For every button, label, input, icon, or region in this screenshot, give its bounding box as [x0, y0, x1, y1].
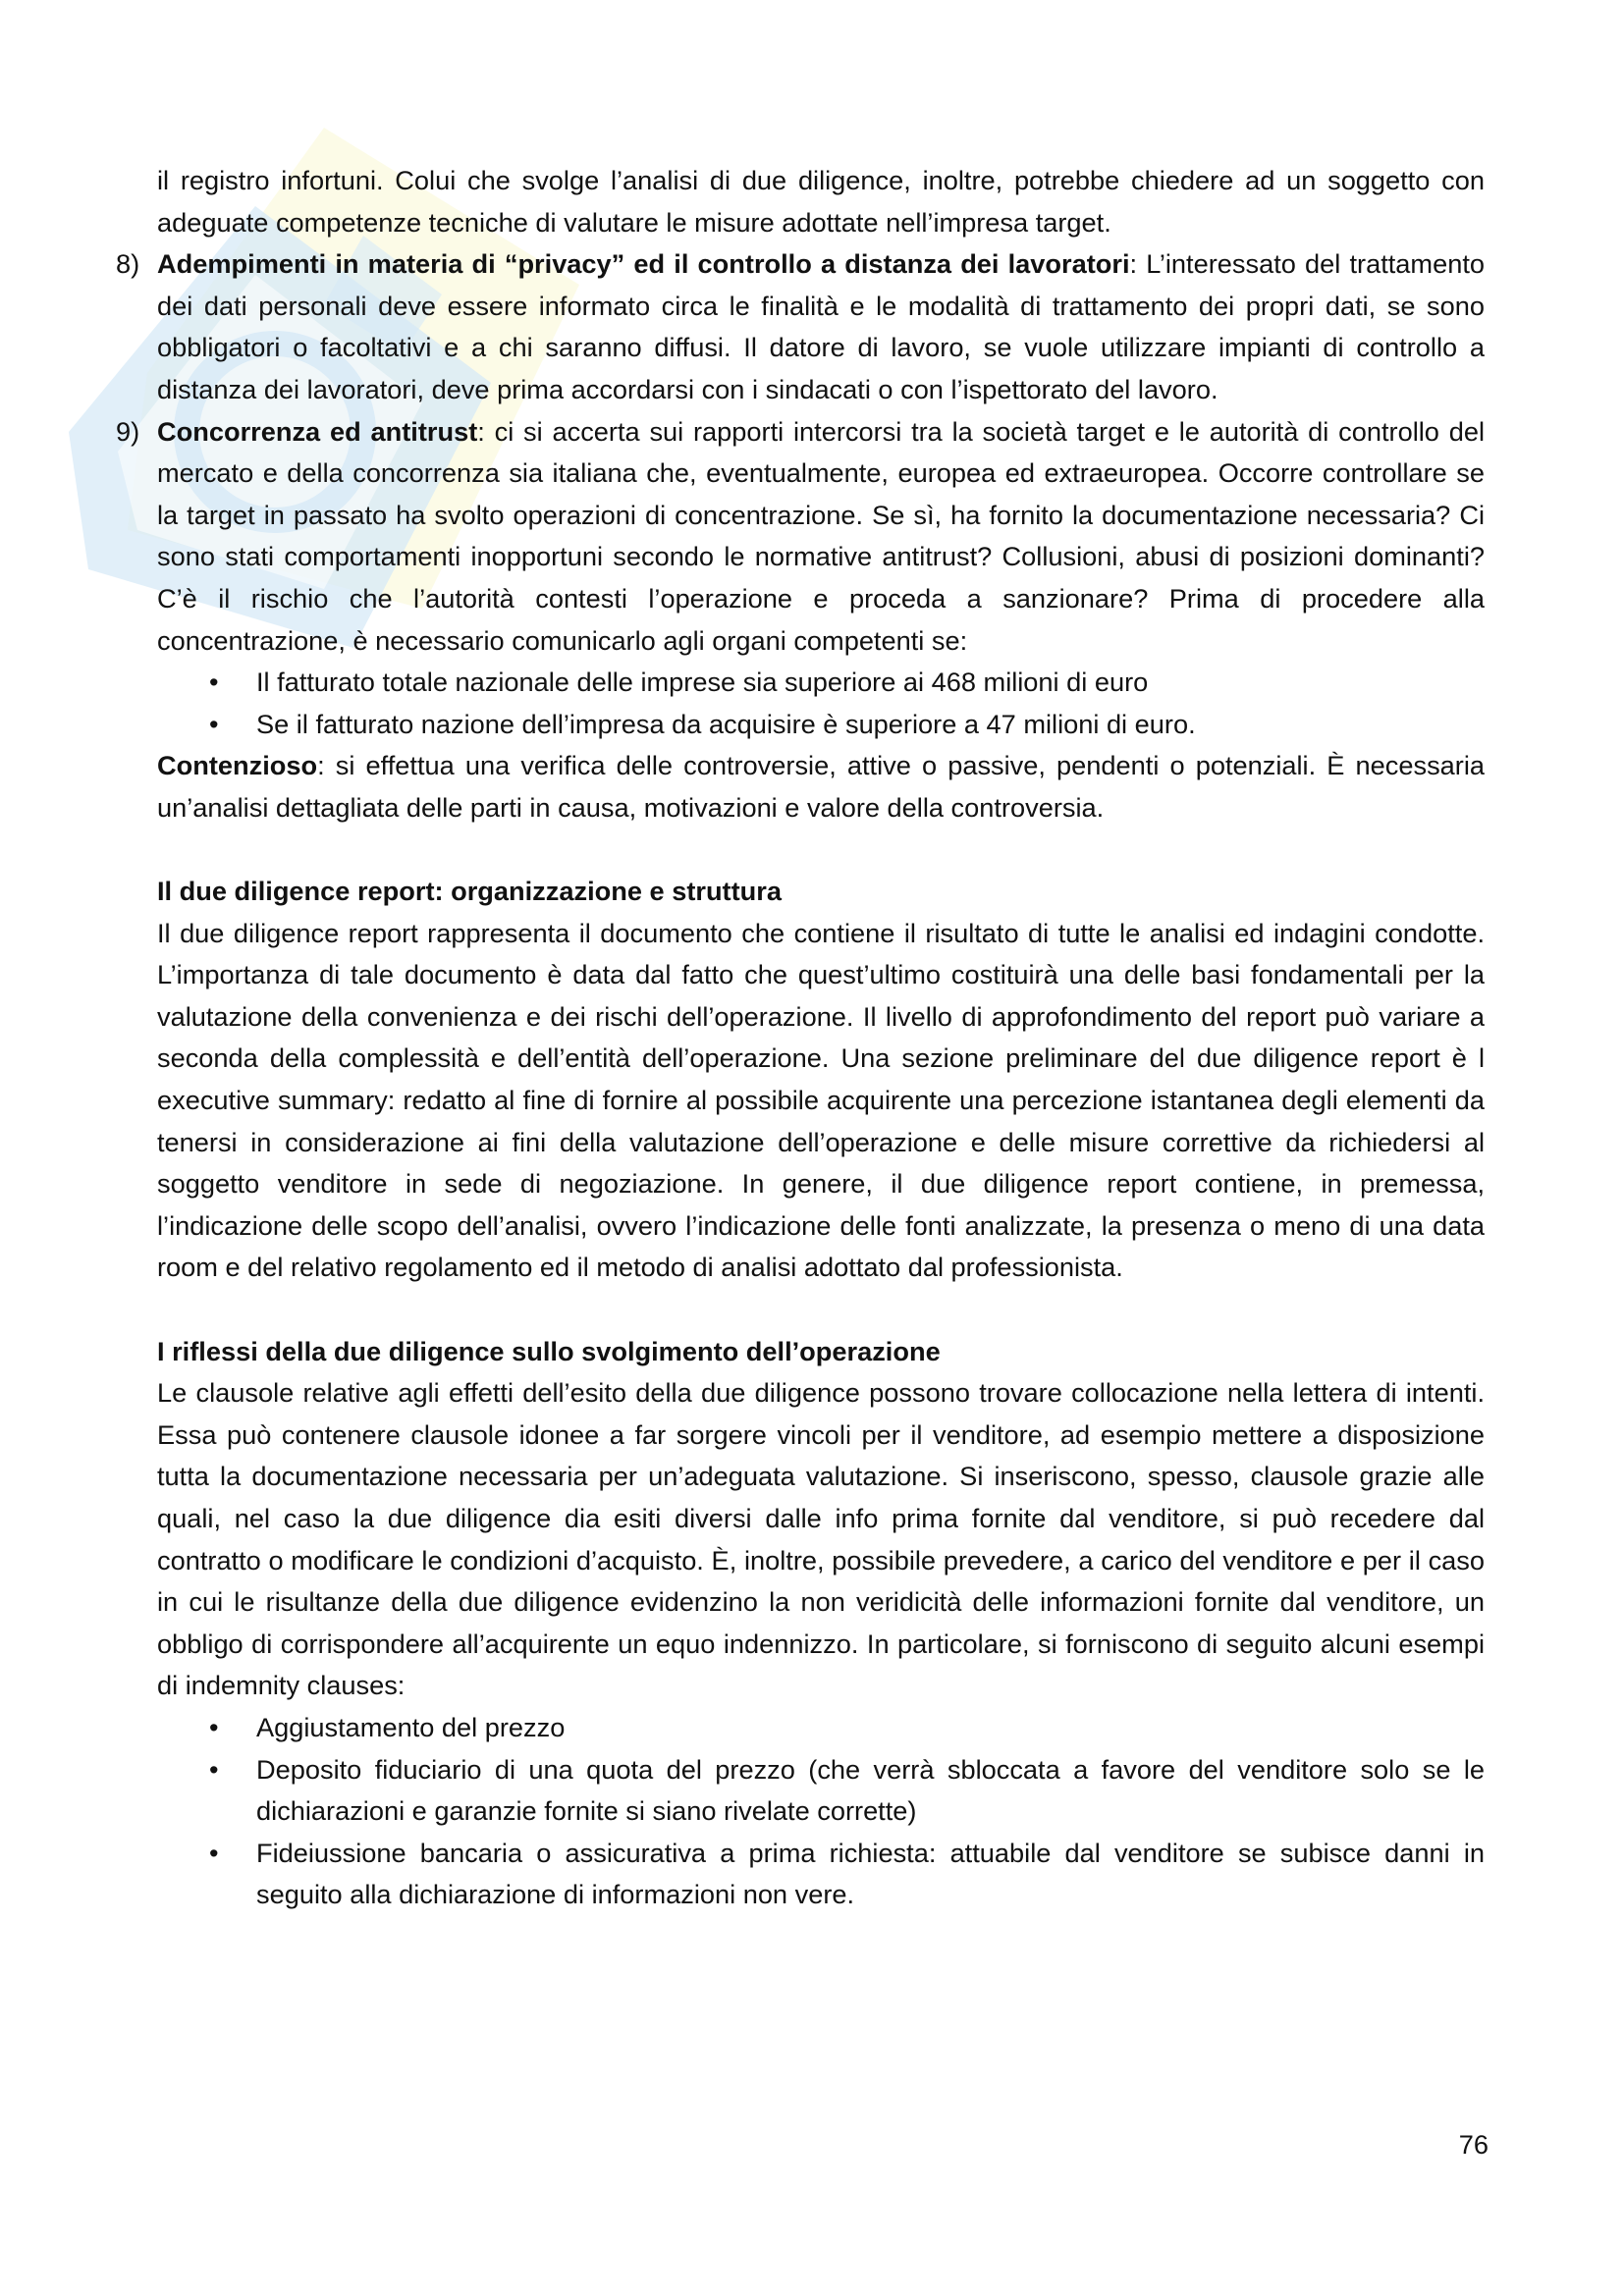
document-body [116, 160, 1485, 1916]
bullet-text: Aggiustamento del prezzo [256, 1711, 566, 1742]
bullet-icon: • [209, 708, 219, 739]
contenzioso-paragraph [157, 745, 1485, 828]
bullet-icon: • [209, 1711, 219, 1742]
indemnity-bullet-list [157, 1707, 1485, 1916]
list-item-title: Concorrenza ed antitrust [157, 415, 478, 447]
antitrust-bullet-list [157, 662, 1485, 745]
list-item-privacy [116, 243, 1485, 410]
list-item-number: 9) [116, 415, 140, 447]
section-heading-riflessi: I riflessi della due diligence sullo svolgimento dell’operazione [157, 1335, 941, 1366]
contenzioso-title: Contenzioso [157, 750, 318, 781]
bullet-item [157, 1749, 1485, 1833]
list-item-antitrust [116, 411, 1485, 663]
section-body-report: Il due diligence report rappresenta il documento che contiene il risultato di tutte le analisi ed indagini condotte. L’importanza di tale documento è data dal fatto che quest’ultimo costituirà una delle basi fondamentali per la valutazione della convenienza e dei rischi dell’operazione. Il livello di approfondimento del report può variare a seconda della complessità e dell’entità dell’operazione. Una sezione preliminare del due diligence report è l executive summary: redatto al fine di fornire al possibile acquirente una percezione istantanea degli elementi da tenersi in considerazione ai fini della valutazione dell’operazione e delle misure correttive da richiedersi al soggetto venditore in sede di negoziazione. In genere, il due diligence report contiene, in premessa, l’indicazione delle scopo dell’analisi, ovvero l’indicazione delle fonti analizzate, la presenza o meno di una data room e del relativo regolamento ed il metodo di analisi adottato dal professionista. [157, 917, 1485, 1283]
bullet-item [157, 704, 1485, 746]
list-item-title: Adempimenti in materia di “privacy” ed il controllo a distanza dei lavoratori [157, 248, 1130, 280]
bullet-icon: • [209, 667, 219, 698]
bullet-icon: • [209, 1837, 219, 1868]
bullet-item [157, 1833, 1485, 1916]
section-heading-report: Il due diligence report: organizzazione e struttura [157, 876, 782, 907]
list-item-text: : L’interessato del trattamento dei dati personali deve essere informato circa le finalità e le modalità di trattamento dei propri dati, se sono obbligatori o facoltativi e a chi saranno diffusi. Il datore di lavoro, se vuole utilizzare impianti di controllo a distanza dei lavoratori, deve prima accordarsi con i sindacati o con l’ispettorato del lavoro. [157, 248, 1485, 404]
list-item-text: : ci si accerta sui rapporti intercorsi tra la società target e le autorità di controllo del mercato e della concorrenza sia italiana che, eventualmente, europea ed extraeuropea. Occorre controllare se la target in passato ha svolto operazioni di concentrazione. Se sì, ha fornito la documentazione necessaria? Ci sono stati comportamenti inopportuni secondo le normative antitrust? Collusioni, abusi di posizioni dominanti? C’è il rischio che l’autorità contesti l’operazione e proceda a sanzionare? Prima di procedere alla concentrazione, è necessario comunicarlo agli organi competenti se: [157, 415, 1485, 656]
contenzioso-text: : si effettua una verifica delle controversie, attive o passive, pendenti o potenziali. È necessaria un’analisi dettagliata delle parti in causa, motivazioni e valore della controversia. [157, 750, 1485, 823]
bullet-icon: • [209, 1753, 219, 1785]
bullet-text: Fideiussione bancaria o assicurativa a prima richiesta: attuabile dal venditore se subisce danni in seguito alla dichiarazione di informazioni non vere. [256, 1837, 1485, 1910]
bullet-item [157, 662, 1485, 704]
section-body-riflessi: Le clausole relative agli effetti dell’esito della due diligence possono trovare collocazione nella lettera di intenti. Essa può contenere clausole idonee a far sorgere vincoli per il venditore, ad esempio mettere a disposizione tutta la documentazione necessaria per un’adeguata valutazione. Si inseriscono, spesso, clausole grazie alle quali, nel caso la due diligence dia esiti diversi dalle info prima fornite dal venditore, si può recedere dal contratto o modificare le condizioni d’acquisto. È, inoltre, possibile prevedere, a carico del venditore e per il caso in cui le risultanze della due diligence evidenzino la non veridicità delle informazioni fornite dal venditore, un obbligo di corrispondere all’acquirente un equo indennizzo. In particolare, si forniscono di seguito alcuni esempi di indemnity clauses: [157, 1377, 1485, 1701]
intro-paragraph: il registro infortuni. Colui che svolge l’analisi di due diligence, inoltre, potrebbe chiedere ad un soggetto con adeguate competenze tecniche di valutare le misure adottate nell’impresa target. [157, 165, 1485, 238]
list-item-number: 8) [116, 248, 140, 280]
page-number: 76 [1458, 2129, 1489, 2160]
bullet-text: Se il fatturato nazione dell’impresa da acquisire è superiore a 47 milioni di euro. [256, 708, 1196, 739]
bullet-text: Il fatturato totale nazionale delle imprese sia superiore ai 468 milioni di euro [256, 667, 1149, 698]
bullet-item [157, 1707, 1485, 1749]
bullet-text: Deposito fiduciario di una quota del prezzo (che verrà sbloccata a favore del venditore solo se le dichiarazioni e garanzie fornite si siano rivelate corrette) [256, 1753, 1485, 1827]
